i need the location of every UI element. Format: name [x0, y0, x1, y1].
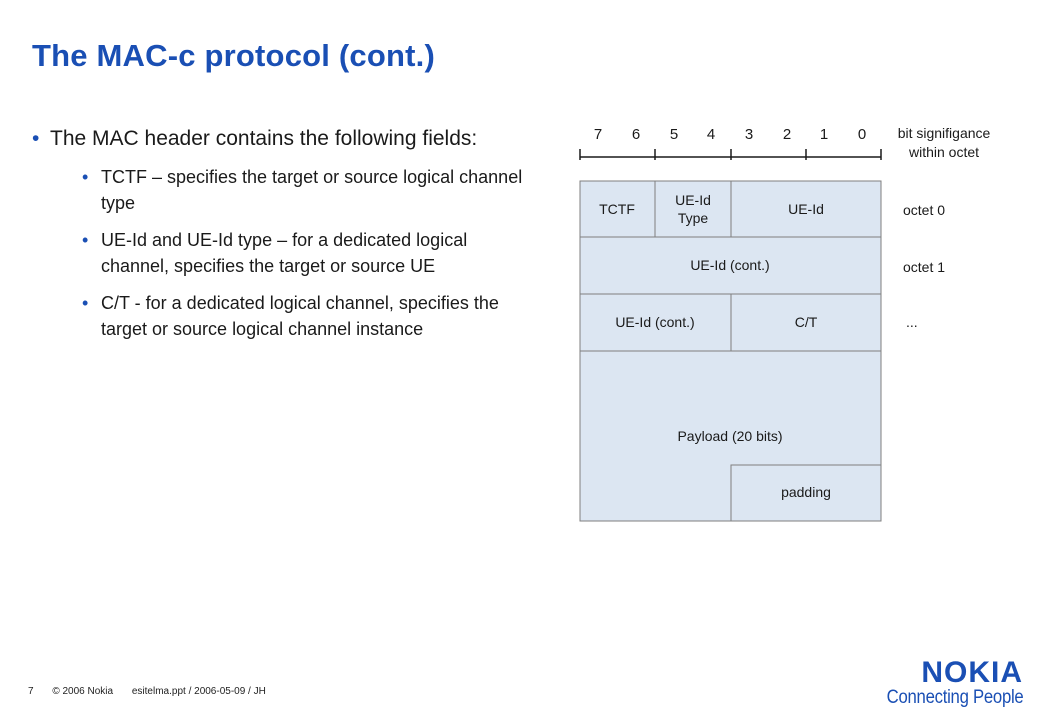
cell-ueid-type-label: UE-Id [675, 192, 711, 208]
bit-significance-label: bit signifigance [897, 125, 991, 141]
bit-number: 4 [706, 126, 716, 143]
row-label-octet-0: octet 0 [903, 202, 946, 218]
bit-number: 1 [819, 126, 829, 143]
bit-number: 5 [669, 126, 679, 143]
sub-bullet-text: UE-Id and UE-Id type – for a dedicated logical channel, specifies the target or source UE [101, 230, 468, 276]
bit-scale-bracket [580, 149, 881, 160]
bullet-dot: • [32, 127, 40, 150]
cell-ueid-type [655, 181, 731, 237]
bit-number: 7 [593, 126, 603, 143]
footer-file: esitelma.ppt / 2006-05-09 / JH [131, 686, 266, 697]
slide-title: The MAC-c protocol (cont.) [32, 38, 435, 73]
page-number: 7 [28, 686, 34, 697]
nokia-logo [868, 658, 1023, 708]
cell-padding-label: padding [781, 484, 831, 500]
bit-number: 0 [857, 126, 867, 143]
row-label-ellipsis: ... [906, 314, 918, 330]
cell-ct-label: C/T [794, 314, 818, 330]
bullet-dot: • [82, 167, 89, 187]
bit-number: 6 [631, 126, 641, 143]
cell-tctf-label: TCTF [599, 201, 635, 217]
logo-tagline: Connecting People [886, 687, 1023, 708]
bullet-dot: • [82, 230, 89, 250]
sub-bullet-text: TCTF – specifies the target or source logical channel type [101, 167, 523, 213]
footer [28, 686, 282, 697]
footer-copyright: © 2006 Nokia [52, 686, 114, 697]
cell-ueid-cont-half-label: UE-Id (cont.) [615, 314, 695, 330]
bit-significance-label-2: within octet [908, 144, 980, 160]
cell-ueid-label: UE-Id [788, 201, 824, 217]
row-label-octet-1: octet 1 [903, 259, 946, 275]
sub-bullet-text: C/T - for a dedicated logical channel, specifies the target or source logical channel instance [101, 293, 499, 339]
logo-wordmark: NOKIA [921, 656, 1023, 689]
bit-number: 2 [782, 126, 792, 143]
cell-payload-label: Payload (20 bits) [677, 428, 783, 444]
bit-number: 3 [744, 126, 754, 143]
bullet-dot: • [82, 293, 89, 313]
bullet-main-text: The MAC header contains the following fields: [50, 127, 478, 150]
cell-ueid-cont-full-label: UE-Id (cont.) [690, 257, 770, 273]
cell-ueid-type-label-2: Type [677, 210, 709, 226]
